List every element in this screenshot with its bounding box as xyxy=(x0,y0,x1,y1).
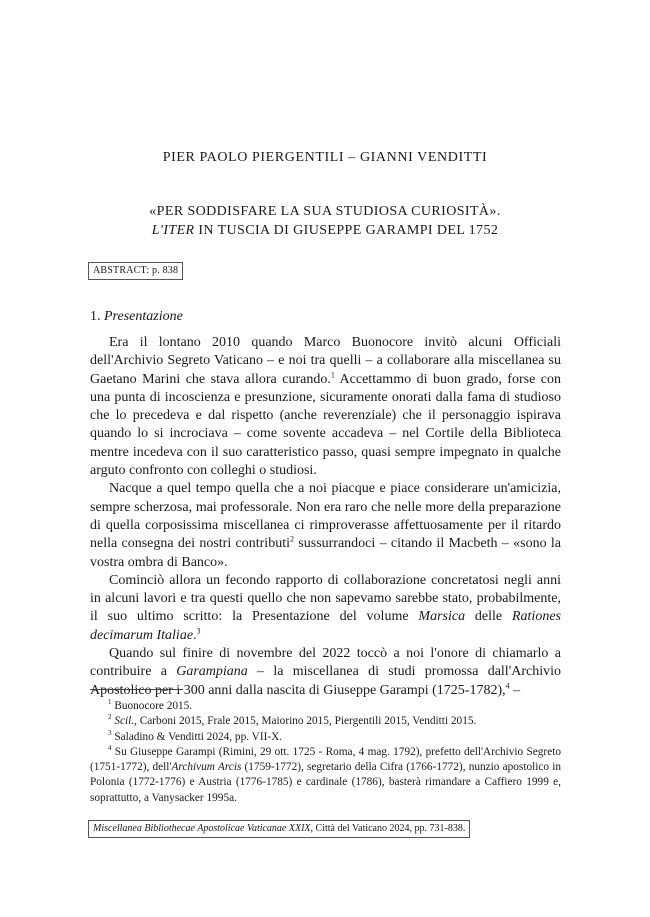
paragraph-4-text-b: – la miscellanea di studi promossa dall'Archivio Apostolico per i 300 anni dalla nascita di Giuseppe Garampi (1725-1782), xyxy=(90,664,561,698)
footnote-divider xyxy=(90,689,183,690)
title-line-1: «PER SODDISFARE LA SUA STUDIOSA CURIOSITÀ». xyxy=(149,204,501,219)
paragraph-1 xyxy=(90,334,561,480)
footnote-4-text-a: Su Giuseppe Garampi (Rimini, 29 ott. 1725 - Roma, 4 mag. 1792), prefetto dell'Archivio Segreto (1751-1772), dell' xyxy=(90,745,561,774)
paragraph-3 xyxy=(90,572,561,645)
footnote-3-number: 3 xyxy=(108,728,112,737)
footnote-4-number: 4 xyxy=(108,744,112,753)
footnote-2 xyxy=(90,714,561,729)
article-title xyxy=(90,202,560,240)
body-text xyxy=(90,334,561,700)
footnote-ref-1[interactable]: 1 xyxy=(330,369,335,379)
paragraph-3-italic-rationes: Rationes decimarum Italiae xyxy=(90,609,561,643)
paragraph-1-text-a: Era il lontano 2010 quando Marco Buonocore invitò alcuni Officiali dell'Archivio Segreto Vaticano – e noi tra quelli – a collaborare alla miscellanea su Gaetano Marini che stava allora curando. xyxy=(90,335,561,387)
paragraph-2 xyxy=(90,480,561,571)
paragraph-3-text-c: . xyxy=(193,627,197,643)
footnote-1-text: Buonocore 2015. xyxy=(111,700,193,712)
paragraph-3-text-b: delle xyxy=(465,609,512,625)
paragraph-2-text-b: sussurrandoci – citando il Macbeth – «sono la vostra ombra di Banco». xyxy=(90,536,561,570)
paragraph-2-text-a: Nacque a quel tempo quella che a noi piacque e piace considerare un'amicizia, sempre scherzosa, mai professorale. Non era raro che nelle more della preparazione di quella corposissima miscellanea ci rimproverasse affettuosamente per il ritardo nella consegna dei nostri contributi xyxy=(90,481,561,552)
footnote-2-number: 2 xyxy=(108,713,112,722)
paragraph-4-text-a: Quando sul finire di novembre del 2022 toccò a noi l'onore di chiamarlo a contribuire a xyxy=(90,646,561,680)
footer-journal-italic: Miscellanea Bibliothecae Apostolicae Vaticanae XXIX xyxy=(93,823,311,834)
footnote-ref-4[interactable]: 4 xyxy=(505,680,510,690)
title-line-2 xyxy=(90,221,560,240)
section-title: Presentazione xyxy=(104,309,183,324)
abstract-box: ABSTRACT: p. 838 xyxy=(88,262,183,280)
paragraph-3-italic-marsica: Marsica xyxy=(418,609,466,625)
paragraph-4-text-c: – xyxy=(509,682,521,698)
title-iter-italic: L'ITER xyxy=(151,223,195,238)
footnotes xyxy=(90,699,561,806)
footnote-ref-2[interactable]: 2 xyxy=(289,534,294,544)
citation-footer xyxy=(88,820,470,838)
title-line-2-rest: IN TUSCIA DI GIUSEPPE GARAMPI DEL 1752 xyxy=(194,223,499,238)
footnote-4-text-b: (1759-1772), segretario della Cifra (1766-1772), nunzio apostolico in Polonia (1772-1776) e Austria (1776-1785) e cardinale (1786), basterà rimandare a Caffiero 1999 e, soprattutto, a Vanysacker 1995a. xyxy=(90,761,562,804)
footnote-2-text: , Carboni 2015, Frale 2015, Maiorino 2015, Piergentili 2015, Venditti 2015. xyxy=(134,715,477,728)
paragraph-1-text-b: Accettammo di buon grado, forse con una punta di incoscienza e presunzione, sicuramente onorati dalla fama di studioso che lo precedeva e dal rispetto (anche reverenziale) che il personaggio ispirava quando lo si incrociava – come sovente accadeva – nel Cortile della Biblioteca mentre incedeva con il suo caratteristico passo, quasi sempre impegnato in qualche arguto confronto con colleghi o studiosi. xyxy=(90,371,561,479)
paragraph-4-italic-garampiana: Garampiana xyxy=(176,664,248,680)
footnote-3 xyxy=(90,730,561,745)
footnote-ref-3[interactable]: 3 xyxy=(196,626,201,636)
footnote-3-text: Saladino & Venditti 2024, pp. VII-X. xyxy=(111,730,283,743)
paragraph-4 xyxy=(90,645,561,700)
paragraph-3-text-a: Cominciò allora un fecondo rapporto di collaborazione concretatosi negli anni in alcuni lavori e tra questi quello che non sapevamo sarebbe stato, probabilmente, il suo ultimo scritto: la Presentazione del volume xyxy=(90,572,561,625)
footnote-1 xyxy=(90,699,561,714)
footnote-4 xyxy=(90,745,561,806)
section-heading xyxy=(90,309,183,325)
footer-citation-rest: , Città del Vaticano 2024, pp. 731-838. xyxy=(310,823,466,834)
section-number: 1. xyxy=(90,309,101,324)
footnote-4-italic-archivum: Archivum Arcis xyxy=(171,761,242,774)
authors: PIER PAOLO PIERGENTILI – GIANNI VENDITTI xyxy=(162,150,488,165)
footnote-1-number: 1 xyxy=(108,698,112,707)
footnote-2-italic-scil: Scil. xyxy=(114,715,135,728)
